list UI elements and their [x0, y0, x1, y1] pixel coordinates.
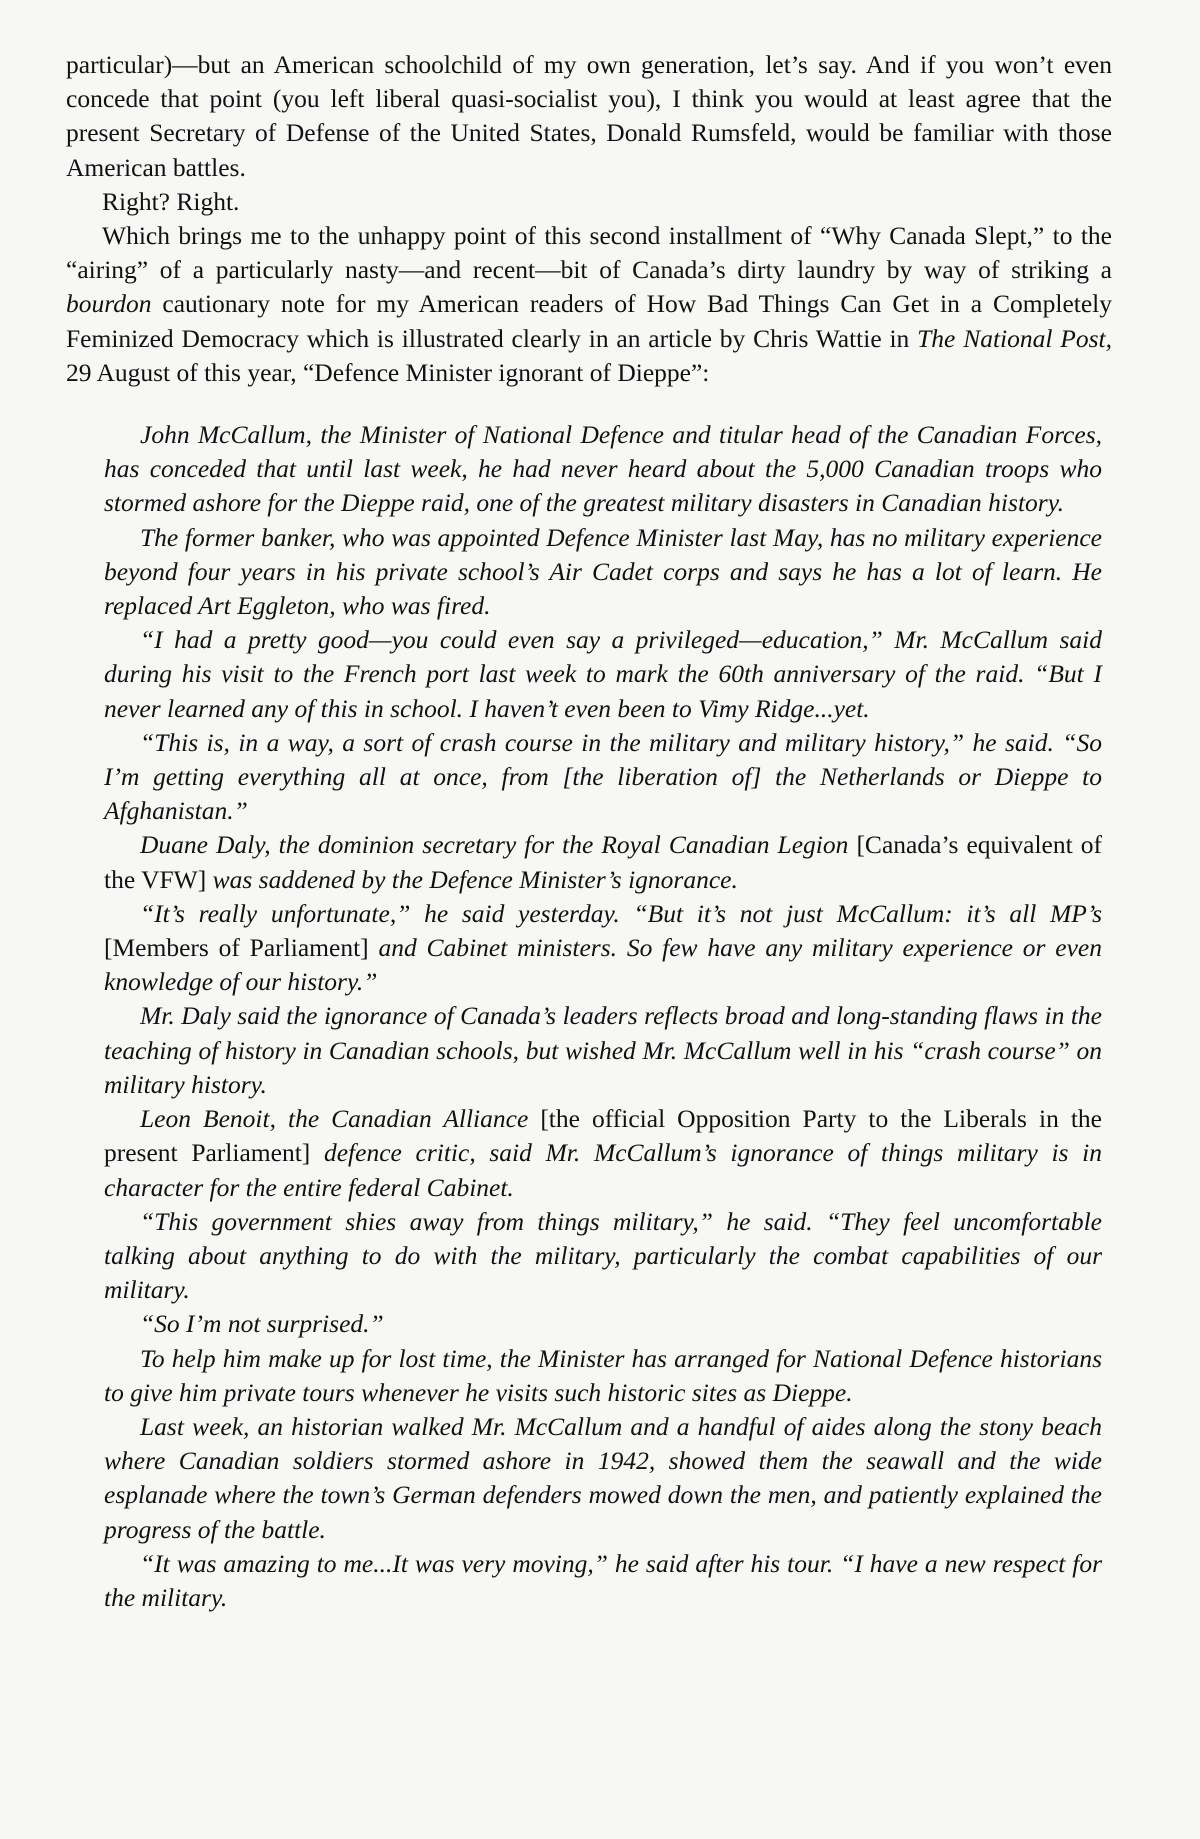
quote-text: “It’s really unfortunate,” he said yesterday. “But it’s not just McCallum: it’s all MP’s [140, 898, 1102, 928]
paragraph-right: Right? Right. [102, 186, 240, 216]
quote-paragraph [104, 828, 1102, 896]
quote-text: defence critic, said Mr. McCallum’s ignorance of things military is in character for the entire federal Cabinet. [104, 1138, 1102, 1202]
quote-paragraph: Last week, an historian walked Mr. McCallum and a handful of aides along the stony beach where Canadian soldiers stormed ashore in 1942, showed them the seawall and the wide esplanade where the town’s German defenders mowed down the men, and patiently explained the progress of the battle. [104, 1411, 1102, 1544]
quote-paragraph: “This is, in a way, a sort of crash course in the military and military history,” he said. “So I’m getting everything all at once, from [the liberation of] the Netherlands or Dieppe to Afghanistan.” [104, 727, 1102, 826]
editorial-insert: [Canada’s equivalent of the VFW] [104, 830, 1102, 894]
publication-title: The National Post, [917, 323, 1112, 353]
quote-paragraph: The former banker, who was appointed Defence Minister last May, has no military experience beyond four years in his private school’s Air Cadet corps and says he has a lot of learn. He replaced Art Eggleton, who was fired. [104, 522, 1102, 621]
quote-paragraph: “I had a pretty good—you could even say a privileged—education,” Mr. McCallum said during his visit to the French port last week to mark the 60th anniversary of the raid. “But I never learned any of this in school. I haven’t even been to Vimy Ridge...yet. [104, 625, 1102, 723]
quote-text: Leon Benoit, the Canadian Alliance [140, 1104, 529, 1134]
italic-term-bourdon: bourdon [66, 289, 152, 319]
quote-paragraph: “So I’m not surprised.” [140, 1309, 384, 1339]
quote-text: and Cabinet ministers. So few have any military experience or even knowledge of our history.” [104, 933, 1102, 997]
quote-paragraph: John McCallum, the Minister of National Defence and titular head of the Canadian Forces, has conceded that until last week, he had never heard about the 5,000 Canadian troops who stormed ashore for the Dieppe raid, one of the greatest military disasters in Canadian history. [104, 420, 1102, 518]
paragraph-text: 29 August of this year, “Defence Minister ignorant of Dieppe”: [66, 357, 710, 387]
paragraph-text: Which brings me to the unhappy point of this second installment of “Why Canada Slept,” to the “airing” of a particularly nasty—and recent—bit of Canada’s dirty laundry by way of striking a [66, 221, 1112, 285]
quote-paragraph: Mr. Daly said the ignorance of Canada’s leaders reflects broad and long-standing flaws in the teaching of history in Canadian schools, but wished Mr. McCallum well in his “crash course” on military history. [104, 1001, 1102, 1099]
paragraph-why-canada-slept [66, 219, 1112, 390]
quote-paragraph [104, 897, 1102, 1000]
body-text [66, 48, 1112, 390]
paragraph-text: cautionary note for my American readers of How Bad Things Can Get in a Completely Feminized Democracy which is illustrated clearly in an article by Chris Wattie in [66, 289, 1112, 353]
block-quote [66, 418, 1112, 1615]
paragraph-continuation: particular)—but an American schoolchild of my own generation, let’s say. And if you won’t even concede that point (you left liberal quasi-socialist you), I think you would at least agree that the present Secretary of Defense of the United States, Donald Rumsfeld, would be familiar with those American battles. [66, 50, 1112, 182]
quote-paragraph: To help him make up for lost time, the Minister has arranged for National Defence historians to give him private tours whenever he visits such historic sites as Dieppe. [104, 1343, 1102, 1407]
editorial-insert: [Members of Parliament] [104, 933, 379, 963]
quote-paragraph: “This government shies away from things military,” he said. “They feel uncomfortable talking about anything to do with the military, particularly the combat capabilities of our military. [104, 1206, 1102, 1305]
quote-text: Duane Daly, the dominion secretary for the Royal Canadian Legion [140, 830, 849, 860]
editorial-insert: [the official Opposition Party to the Liberals in the present Parliament] [104, 1104, 1103, 1168]
quote-text: was saddened by the Defence Minister’s ignorance. [212, 864, 738, 894]
quote-paragraph [104, 1102, 1102, 1205]
quote-paragraph: “It was amazing to me...It was very moving,” he said after his tour. “I have a new respect for the military. [104, 1548, 1102, 1612]
